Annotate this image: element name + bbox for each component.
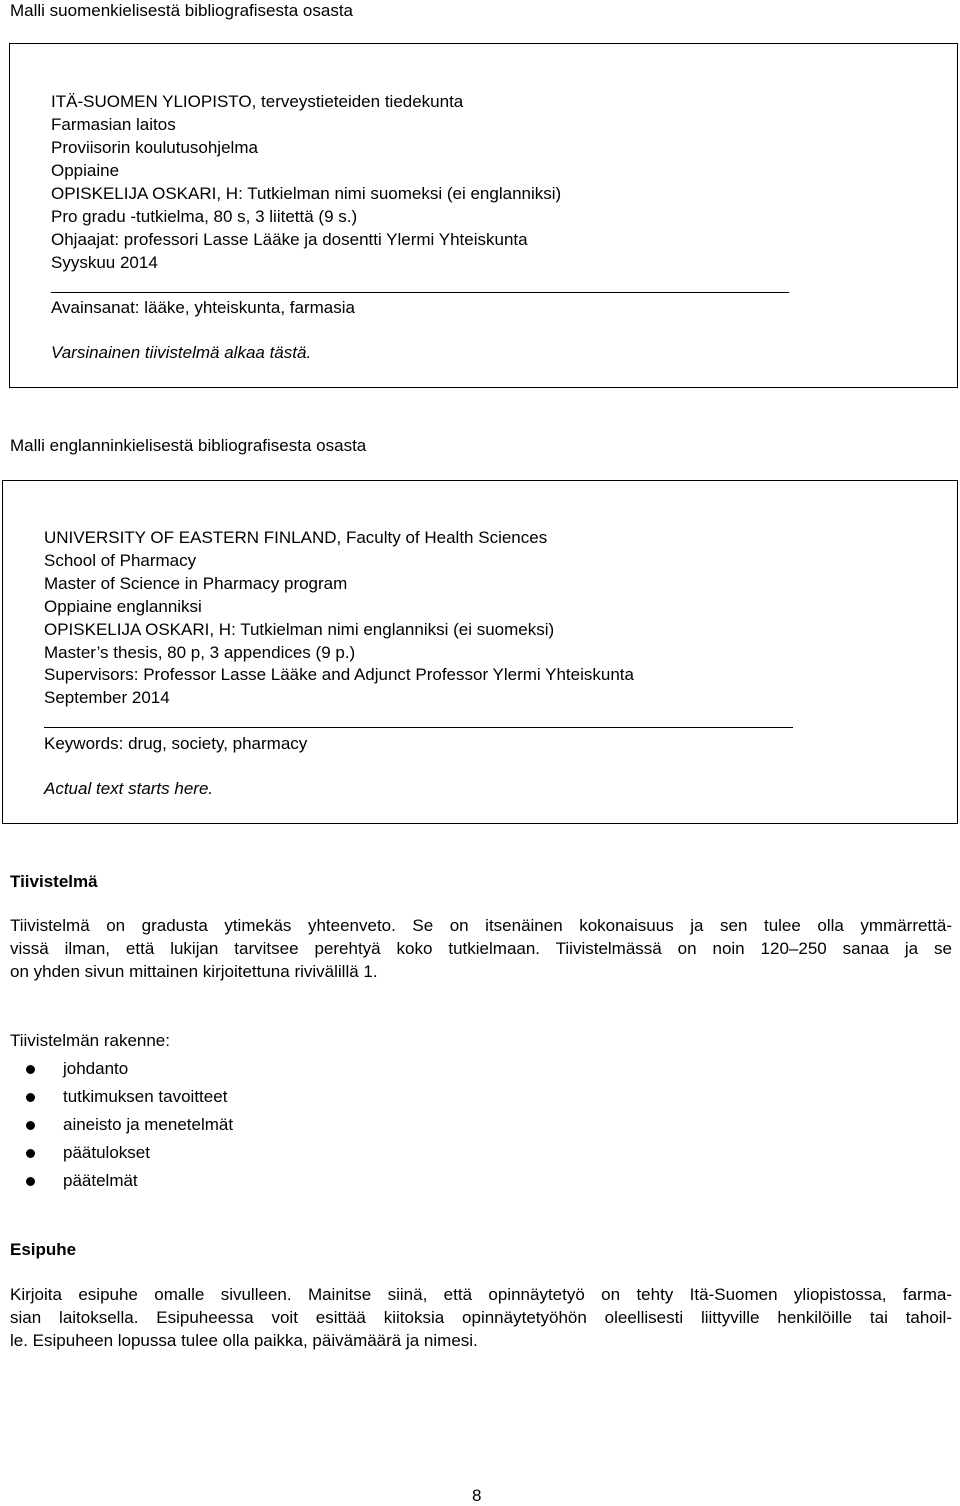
finnish-line-university: ITÄ-SUOMEN YLIOPISTO, terveystieteiden tiedekunta — [51, 92, 464, 111]
finnish-start-note: Varsinainen tiivistelmä alkaa tästä. — [51, 343, 312, 362]
list-item-label: aineisto ja menetelmät — [63, 1115, 234, 1134]
english-line-supervisors: Supervisors: Professor Lasse Lääke and Adjunct Professor Ylermi Yhteiskunta — [44, 665, 634, 684]
english-start-note: Actual text starts here. — [44, 779, 214, 798]
english-keywords: Keywords: drug, society, pharmacy — [44, 734, 308, 753]
abstract-heading: Tiivistelmä — [10, 872, 98, 891]
list-item-label: johdanto — [63, 1059, 129, 1078]
finnish-line-department: Farmasian laitos — [51, 115, 176, 134]
english-line-thesis-info: Master’s thesis, 80 p, 3 appendices (9 p.) — [44, 643, 356, 662]
english-line-university: UNIVERSITY OF EASTERN FINLAND, Faculty of Health Sciences — [44, 528, 548, 547]
english-divider — [44, 727, 793, 728]
preface-paragraph-line: Kirjoita esipuhe omalle sivulleen. Mainitse siinä, että opinnäytetyö on tehty Itä-Suomen yliopistossa, farma- — [10, 1285, 952, 1304]
finnish-line-author-title: OPISKELIJA OSKARI, H: Tutkielman nimi suomeksi (ei englanniksi) — [51, 184, 562, 203]
english-line-subject: Oppiaine englanniksi — [44, 597, 202, 616]
finnish-keywords: Avainsanat: lääke, yhteiskunta, farmasia — [51, 298, 355, 317]
finnish-line-supervisors: Ohjaajat: professori Lasse Lääke ja dosentti Ylermi Yhteiskunta — [51, 230, 528, 249]
abstract-paragraph — [10, 914, 952, 983]
bullet-icon — [26, 1177, 35, 1186]
bullet-icon — [26, 1121, 35, 1130]
finnish-divider — [51, 292, 789, 293]
page-number: 8 — [472, 1486, 482, 1505]
finnish-line-date: Syyskuu 2014 — [51, 253, 158, 272]
bullet-icon — [26, 1093, 35, 1102]
preface-paragraph-line: sian laitoksella. Esipuheessa voit esittää kiitoksia opinnäytetyöhön oleellisesti liittyville henkilöille tai tahoil- — [10, 1308, 952, 1327]
list-item-label: tutkimuksen tavoitteet — [63, 1087, 228, 1106]
english-line-author-title: OPISKELIJA OSKARI, H: Tutkielman nimi englanniksi (ei suomeksi) — [44, 620, 555, 639]
bullet-icon — [26, 1065, 35, 1074]
finnish-sample-caption: Malli suomenkielisestä bibliografisesta osasta — [10, 1, 353, 20]
finnish-line-subject: Oppiaine — [51, 161, 120, 180]
english-line-school: School of Pharmacy — [44, 551, 197, 570]
abstract-paragraph-line: on yhden sivun mittainen kirjoitettuna rivivälillä 1. — [10, 962, 378, 981]
preface-paragraph — [10, 1283, 952, 1352]
english-line-program: Master of Science in Pharmacy program — [44, 574, 348, 593]
finnish-line-thesis-info: Pro gradu -tutkielma, 80 s, 3 liitettä (9 s.) — [51, 207, 358, 226]
preface-paragraph-line: le. Esipuheen lopussa tulee olla paikka, päivämäärä ja nimesi. — [10, 1331, 478, 1350]
list-item-label: päätulokset — [63, 1143, 150, 1162]
english-line-date: September 2014 — [44, 688, 170, 707]
english-sample-caption: Malli englanninkielisestä bibliografisesta osasta — [10, 436, 367, 455]
bullet-icon — [26, 1149, 35, 1158]
list-item-label: päätelmät — [63, 1171, 138, 1190]
abstract-paragraph-line: vissä ilman, että lukijan tarvitsee perehtyä koko tutkielmaan. Tiivistelmässä on noin 120–250 sanaa ja se — [10, 939, 952, 958]
preface-heading: Esipuhe — [10, 1240, 77, 1259]
finnish-line-program: Proviisorin koulutusohjelma — [51, 138, 258, 157]
abstract-paragraph-line: Tiivistelmä on gradusta ytimekäs yhteenveto. Se on itsenäinen kokonaisuus ja sen tulee olla ymmärrettä- — [10, 916, 952, 935]
abstract-structure-label: Tiivistelmän rakenne: — [10, 1031, 170, 1050]
